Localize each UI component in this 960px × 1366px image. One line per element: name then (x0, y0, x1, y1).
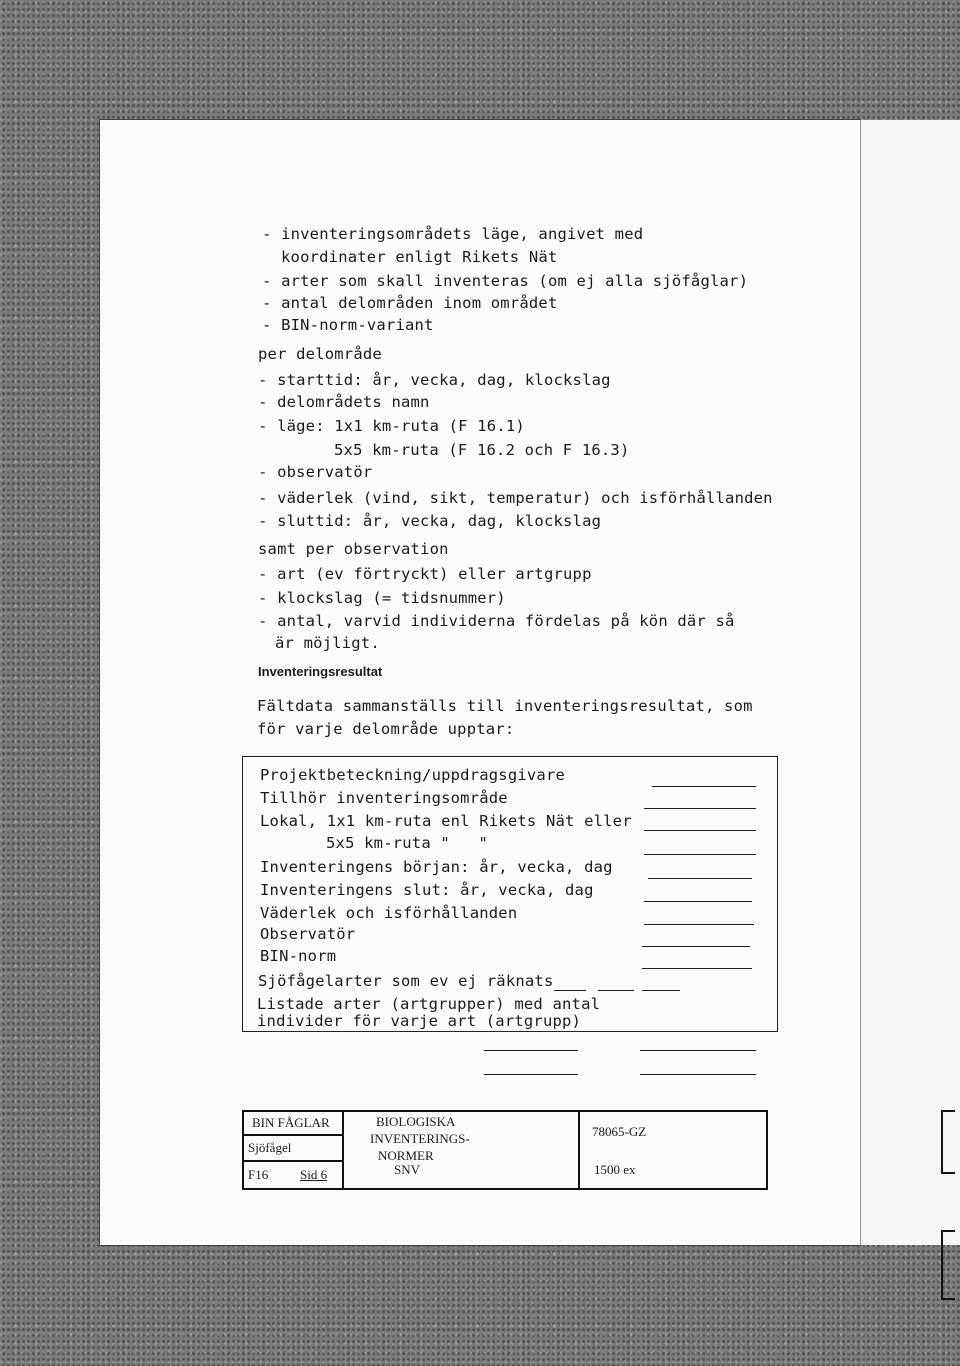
scope-line: - inventeringsområdets läge, angivet med (262, 225, 644, 243)
form-field-label: Inventeringens slut: år, vecka, dag (260, 881, 594, 899)
per-delomrade-heading: per delområde (258, 345, 382, 363)
observation-line: - art (ev förtryckt) eller artgrupp (258, 565, 592, 583)
delomrade-line: 5x5 km-ruta (F 16.2 och F 16.3) (334, 441, 630, 459)
footer-divider (578, 1112, 580, 1188)
answer-line (642, 968, 752, 969)
form-field-label: 5x5 km-ruta " " (326, 834, 489, 852)
answer-line (652, 786, 756, 787)
answer-line (554, 990, 586, 991)
observation-line: är möjligt. (275, 634, 380, 652)
observation-line: - antal, varvid individerna fördelas på kön där så (258, 612, 735, 630)
next-page-edge (860, 120, 960, 1245)
form-field-label: Tillhör inventeringsområde (260, 789, 508, 807)
edge-bracket-mark (941, 1230, 955, 1300)
answer-line (644, 901, 752, 902)
section-intro-line: Fältdata sammanställs till inventeringsresultat, som (257, 697, 753, 715)
delomrade-line: - väderlek (vind, sikt, temperatur) och isförhållanden (258, 489, 773, 507)
answer-line (642, 946, 750, 947)
footer-page: Sid 6 (300, 1167, 328, 1182)
footer-org-line: SNV (394, 1162, 421, 1177)
answer-line (640, 1050, 756, 1051)
footer-sheet: F16 (248, 1167, 269, 1182)
scope-line: koordinater enligt Rikets Nät (281, 248, 558, 266)
footer-series: BIN FÅGLAR (252, 1115, 330, 1130)
section-heading: Inventeringsresultat (258, 664, 383, 679)
form-field-label: BIN-norm (260, 947, 337, 965)
footer-org-line: NORMER (378, 1148, 434, 1163)
answer-line (648, 878, 752, 879)
scope-line: - arter som skall inventeras (om ej alla sjöfåglar) (262, 272, 749, 290)
form-field-label: Sjöfågelarter som ev ej räknats (258, 972, 554, 990)
per-observation-heading: samt per observation (258, 540, 449, 558)
delomrade-line: - sluttid: år, vecka, dag, klockslag (258, 512, 602, 530)
answer-line (644, 854, 756, 855)
footer-divider (342, 1112, 344, 1188)
scope-line: - antal delområden inom området (262, 294, 558, 312)
delomrade-line: - delområdets namn (258, 393, 430, 411)
answer-line (642, 990, 680, 991)
delomrade-line: - starttid: år, vecka, dag, klockslag (258, 371, 611, 389)
footer-group: Sjöfågel (248, 1140, 292, 1155)
footer-id-block (242, 1110, 768, 1190)
answer-line (598, 990, 634, 991)
form-field-label: individer för varje art (artgrupp) (257, 1012, 582, 1030)
footer-print-run: 1500 ex (594, 1162, 636, 1177)
answer-line (644, 924, 754, 925)
answer-line (644, 830, 756, 831)
footer-divider (244, 1134, 342, 1136)
answer-line (644, 808, 756, 809)
form-field-label: Väderlek och isförhållanden (260, 904, 518, 922)
form-field-label: Projektbeteckning/uppdragsgivare (260, 766, 566, 784)
edge-bracket-mark (941, 1110, 955, 1174)
footer-org-line: BIOLOGISKA (376, 1114, 456, 1129)
answer-line (484, 1050, 578, 1051)
form-field-label: Listade arter (artgrupper) med antal (257, 995, 601, 1013)
delomrade-line: - läge: 1x1 km-ruta (F 16.1) (258, 417, 525, 435)
delomrade-line: - observatör (258, 463, 373, 481)
form-field-label: Observatör (260, 925, 356, 943)
footer-divider (244, 1160, 342, 1162)
footer-org-line: INVENTERINGS- (370, 1131, 470, 1146)
section-intro-line: för varje delområde upptar: (257, 720, 515, 738)
observation-line: - klockslag (= tidsnummer) (258, 589, 506, 607)
answer-line (640, 1074, 756, 1075)
form-field-label: Inventeringens början: år, vecka, dag (260, 858, 613, 876)
answer-line (484, 1074, 578, 1075)
form-field-label: Lokal, 1x1 km-ruta enl Rikets Nät eller (260, 812, 632, 830)
scope-line: - BIN-norm-variant (262, 316, 434, 334)
footer-doc-code: 78065-GZ (592, 1124, 647, 1139)
